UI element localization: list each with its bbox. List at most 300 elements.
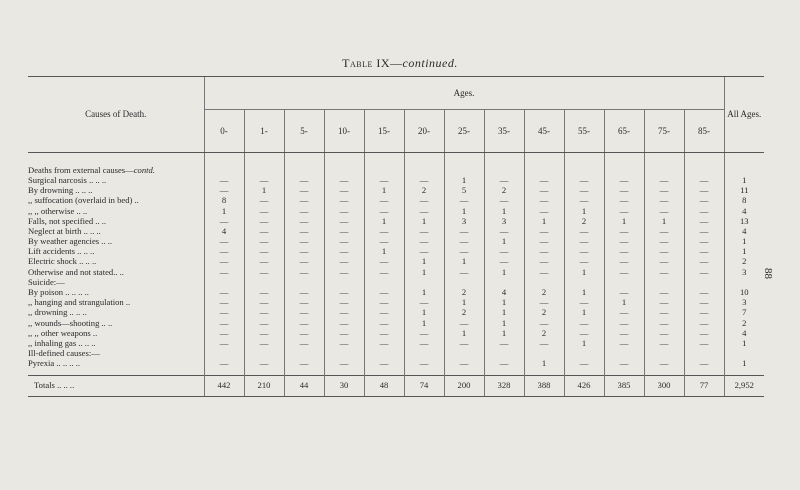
cause-label (28, 236, 204, 246)
age-count-cell: — (244, 206, 284, 216)
cause-label-text: Pyrexia .. .. .. .. (28, 358, 81, 369)
age-count-cell: — (644, 226, 684, 236)
age-count-cell: — (364, 338, 404, 348)
age-count-cell: 1 (564, 287, 604, 297)
age-count-cell: 1 (404, 216, 444, 226)
total-cell: 300 (644, 375, 684, 396)
all-ages-cell: 11 (724, 185, 764, 195)
header-all-ages: All Ages. (724, 77, 764, 153)
age-count-cell: — (444, 226, 484, 236)
age-count-cell: — (444, 318, 484, 328)
age-count-cell: — (604, 308, 644, 318)
age-count-cell: 1 (564, 338, 604, 348)
age-count-cell: — (684, 196, 724, 206)
cause-label-text: Suicide:— (28, 276, 65, 287)
age-count-cell: — (204, 216, 244, 226)
age-count-cell: — (564, 257, 604, 267)
age-count-cell: — (684, 267, 724, 277)
age-count-cell: — (604, 247, 644, 257)
cause-label (28, 216, 204, 226)
age-count-cell (484, 165, 524, 175)
age-count-cell: — (324, 328, 364, 338)
age-count-cell: — (324, 175, 364, 185)
age-count-cell (484, 277, 524, 287)
age-count-cell: — (644, 185, 684, 195)
age-count-cell: — (244, 236, 284, 246)
age-count-cell (564, 277, 604, 287)
cause-label-text: ,, inhaling gas .. .. .. (28, 337, 96, 348)
age-count-cell (564, 165, 604, 175)
spacer-cell (604, 153, 644, 166)
age-count-cell (524, 165, 564, 175)
age-count-cell: — (364, 287, 404, 297)
table-row (28, 348, 764, 358)
spacer-cell (684, 153, 724, 166)
age-count-cell (444, 348, 484, 358)
age-count-cell: — (324, 267, 364, 277)
age-count-cell: — (604, 196, 644, 206)
age-count-cell: — (204, 318, 244, 328)
age-count-cell: 1 (364, 247, 404, 257)
header-age-group: 85- (684, 110, 724, 153)
age-count-cell (564, 348, 604, 358)
age-count-cell: 4 (204, 226, 244, 236)
all-ages-cell (724, 277, 764, 287)
age-count-cell: — (684, 247, 724, 257)
all-ages-cell: 4 (724, 206, 764, 216)
age-count-cell: — (404, 297, 444, 307)
spacer-cell (324, 153, 364, 166)
cause-label (28, 359, 204, 369)
page-title (0, 56, 800, 71)
age-count-cell: — (244, 308, 284, 318)
age-count-cell: — (524, 318, 564, 328)
age-count-cell (644, 277, 684, 287)
age-count-cell: — (404, 226, 444, 236)
age-count-cell: — (284, 206, 324, 216)
total-cell: 48 (364, 375, 404, 396)
age-count-cell: — (284, 185, 324, 195)
age-count-cell: — (604, 226, 644, 236)
age-count-cell: — (284, 226, 324, 236)
spacer-row (28, 153, 764, 166)
age-count-cell: — (644, 297, 684, 307)
age-count-cell: — (404, 338, 444, 348)
cause-label-text: ,, hanging and strangulation .. (28, 297, 131, 308)
age-count-cell: — (684, 216, 724, 226)
header-causes-of-death: Causes of Death. (28, 77, 204, 153)
total-cell: 30 (324, 375, 364, 396)
age-count-cell: — (324, 287, 364, 297)
age-count-cell: — (244, 267, 284, 277)
age-count-cell: — (364, 206, 404, 216)
table-row (28, 257, 764, 267)
table-row (28, 328, 764, 338)
age-count-cell: 1 (244, 185, 284, 195)
age-count-cell: — (644, 206, 684, 216)
age-count-cell: — (204, 236, 244, 246)
age-count-cell (404, 277, 444, 287)
age-count-cell: — (284, 297, 324, 307)
table-title-prefix: Table IX— (342, 56, 403, 70)
age-count-cell: — (364, 359, 404, 369)
age-count-cell: — (204, 185, 244, 195)
table-row (28, 175, 764, 185)
total-cell: 385 (604, 375, 644, 396)
age-count-cell: — (604, 287, 644, 297)
age-count-cell: — (244, 247, 284, 257)
spacer-cell (484, 153, 524, 166)
spacer-cell (244, 153, 284, 166)
all-ages-cell: 2 (724, 257, 764, 267)
header-age-group: 5- (284, 110, 324, 153)
cause-label-text: Neglect at birth .. .. .. (28, 225, 101, 236)
cause-label (28, 175, 204, 185)
age-count-cell: — (284, 267, 324, 277)
total-cell: 77 (684, 375, 724, 396)
age-count-cell: 1 (404, 257, 444, 267)
age-count-cell: — (324, 257, 364, 267)
age-count-cell: — (524, 185, 564, 195)
mortality-table (28, 76, 764, 397)
cause-label-text: ,, drowning .. .. .. (28, 307, 87, 318)
page-number: 88 (762, 268, 774, 279)
age-count-cell (364, 348, 404, 358)
age-count-cell: — (324, 185, 364, 195)
age-count-cell (444, 277, 484, 287)
age-count-cell: 2 (444, 287, 484, 297)
cause-label (28, 308, 204, 318)
age-count-cell: — (244, 297, 284, 307)
age-count-cell (324, 165, 364, 175)
header-age-group: 1- (244, 110, 284, 153)
total-cell: 44 (284, 375, 324, 396)
age-count-cell: — (444, 247, 484, 257)
cause-label (28, 247, 204, 257)
cause-label-text: By weather agencies .. .. (28, 236, 112, 247)
header-age-group: 45- (524, 110, 564, 153)
table-row (28, 165, 764, 175)
age-count-cell: — (644, 257, 684, 267)
age-count-cell: — (684, 297, 724, 307)
cause-label (28, 226, 204, 236)
age-count-cell: — (364, 226, 404, 236)
age-count-cell (684, 348, 724, 358)
table-row (28, 277, 764, 287)
age-count-cell: — (404, 196, 444, 206)
age-count-cell: — (364, 175, 404, 185)
age-count-cell: — (284, 247, 324, 257)
age-count-cell: — (404, 328, 444, 338)
age-count-cell (684, 277, 724, 287)
age-count-cell: — (604, 328, 644, 338)
table-row (28, 287, 764, 297)
age-count-cell: 1 (444, 328, 484, 338)
all-ages-cell: 3 (724, 267, 764, 277)
age-count-cell: — (644, 328, 684, 338)
header-ages: Ages. (204, 77, 724, 110)
age-count-cell (284, 165, 324, 175)
age-count-cell: — (284, 175, 324, 185)
cause-label-text: ,, wounds—shooting .. .. (28, 317, 113, 328)
all-ages-cell: 8 (724, 196, 764, 206)
age-count-cell (604, 348, 644, 358)
age-count-cell: 2 (444, 308, 484, 318)
cause-label-text: ,, ,, otherwise .. .. (28, 205, 88, 216)
all-ages-cell: 4 (724, 328, 764, 338)
spacer-cell (284, 153, 324, 166)
age-count-cell: — (204, 359, 244, 369)
cause-label (28, 196, 204, 206)
age-count-cell: — (684, 175, 724, 185)
age-count-cell: — (564, 196, 604, 206)
age-count-cell: — (644, 247, 684, 257)
age-count-cell (364, 165, 404, 175)
age-count-cell: 3 (444, 216, 484, 226)
cause-label (28, 267, 204, 277)
age-count-cell: — (284, 328, 324, 338)
table-row (28, 338, 764, 348)
age-count-cell (324, 348, 364, 358)
age-count-cell: — (524, 226, 564, 236)
age-count-cell: 1 (404, 318, 444, 328)
age-count-cell: — (524, 257, 564, 267)
age-count-cell: 1 (644, 216, 684, 226)
cause-label (28, 338, 204, 348)
age-count-cell: — (284, 308, 324, 318)
age-count-cell: — (284, 338, 324, 348)
age-count-cell: — (324, 247, 364, 257)
age-count-cell: — (444, 338, 484, 348)
age-count-cell (284, 348, 324, 358)
age-count-cell: 1 (484, 308, 524, 318)
all-ages-cell: 7 (724, 308, 764, 318)
age-count-cell: — (684, 308, 724, 318)
total-cell: 74 (404, 375, 444, 396)
age-count-cell (204, 165, 244, 175)
age-count-cell (244, 165, 284, 175)
age-count-cell: — (484, 247, 524, 257)
age-count-cell: — (284, 318, 324, 328)
all-ages-cell: 4 (724, 226, 764, 236)
age-count-cell: — (244, 359, 284, 369)
all-ages-cell: 10 (724, 287, 764, 297)
age-count-cell: 1 (524, 216, 564, 226)
age-count-cell: — (204, 247, 244, 257)
age-count-cell: — (324, 318, 364, 328)
age-count-cell: — (484, 257, 524, 267)
age-count-cell: — (364, 267, 404, 277)
age-count-cell: 1 (444, 257, 484, 267)
cause-label (28, 257, 204, 267)
cause-label-text: Electric shock .. .. .. (28, 256, 97, 267)
age-count-cell: 1 (484, 236, 524, 246)
age-count-cell (364, 277, 404, 287)
age-count-cell: — (244, 318, 284, 328)
age-count-cell: — (364, 236, 404, 246)
age-count-cell: — (684, 287, 724, 297)
age-count-cell (324, 277, 364, 287)
cause-label-text: ,, ,, other weapons .. (28, 327, 98, 338)
age-count-cell: 1 (444, 175, 484, 185)
age-count-cell: — (524, 297, 564, 307)
age-count-cell: — (284, 236, 324, 246)
age-count-cell: — (204, 267, 244, 277)
totals-label: Totals .. .. .. (28, 375, 204, 396)
age-count-cell: — (324, 338, 364, 348)
spacer-cell (644, 153, 684, 166)
age-count-cell: — (324, 236, 364, 246)
age-count-cell: — (564, 328, 604, 338)
age-count-cell: — (684, 257, 724, 267)
age-count-cell: — (564, 185, 604, 195)
age-count-cell: 1 (404, 287, 444, 297)
all-ages-cell: 2 (724, 318, 764, 328)
age-count-cell: — (404, 175, 444, 185)
table-row (28, 185, 764, 195)
cause-label-text: Ill-defined causes:— (28, 348, 100, 359)
header-age-group: 15- (364, 110, 404, 153)
table-row (28, 196, 764, 206)
cause-label-text: By drowning .. .. .. (28, 185, 93, 196)
cause-label-text: Lift accidents .. .. .. (28, 246, 95, 257)
age-count-cell (644, 348, 684, 358)
cause-label (28, 206, 204, 216)
age-count-cell: 2 (524, 308, 564, 318)
table-title-suffix: continued. (402, 56, 458, 70)
age-count-cell: — (644, 318, 684, 328)
spacer-cell (444, 153, 484, 166)
age-count-cell: 1 (404, 267, 444, 277)
age-count-cell: — (524, 206, 564, 216)
age-count-cell (604, 277, 644, 287)
age-count-cell: — (604, 257, 644, 267)
age-count-cell: — (404, 359, 444, 369)
age-count-cell: 4 (484, 287, 524, 297)
age-count-cell: — (604, 338, 644, 348)
age-count-cell: — (484, 338, 524, 348)
age-count-cell: — (244, 328, 284, 338)
age-count-cell: — (644, 175, 684, 185)
age-count-cell (604, 165, 644, 175)
total-cell: 426 (564, 375, 604, 396)
age-count-cell: 1 (564, 308, 604, 318)
table-row (28, 297, 764, 307)
table-row (28, 206, 764, 216)
cause-label (28, 185, 204, 195)
age-count-cell: — (284, 196, 324, 206)
cause-label-emphasis: contd. (133, 164, 155, 175)
age-count-cell: — (364, 196, 404, 206)
spacer-cell (564, 153, 604, 166)
age-count-cell: — (404, 236, 444, 246)
age-count-cell: — (684, 338, 724, 348)
cause-label (28, 328, 204, 338)
age-count-cell: 1 (444, 297, 484, 307)
age-count-cell: — (644, 196, 684, 206)
age-count-cell: — (324, 297, 364, 307)
age-count-cell: — (604, 236, 644, 246)
age-count-cell: — (244, 226, 284, 236)
grand-total-cell: 2,952 (724, 375, 764, 396)
table-row (28, 267, 764, 277)
age-count-cell (444, 165, 484, 175)
cause-label-text: ,, suffocation (overlaid in bed) .. (28, 195, 139, 206)
all-ages-cell: 1 (724, 359, 764, 369)
age-count-cell: — (364, 297, 404, 307)
age-count-cell: — (204, 287, 244, 297)
age-count-cell: — (564, 318, 604, 328)
cause-label-text: Surgical narcosis .. .. .. (28, 174, 107, 185)
cause-label (28, 297, 204, 307)
all-ages-cell (724, 348, 764, 358)
age-count-cell: — (284, 287, 324, 297)
cause-label-text: Falls, not specified .. .. (28, 215, 107, 226)
all-ages-cell: 1 (724, 175, 764, 185)
age-count-cell: 1 (524, 359, 564, 369)
age-count-cell (284, 277, 324, 287)
age-count-cell: 2 (484, 185, 524, 195)
age-count-cell: 1 (204, 206, 244, 216)
age-count-cell: 1 (444, 206, 484, 216)
spacer-cell (204, 153, 244, 166)
all-ages-cell: 1 (724, 338, 764, 348)
age-count-cell: 2 (524, 287, 564, 297)
age-count-cell (404, 348, 444, 358)
age-count-cell: 1 (484, 318, 524, 328)
age-count-cell: — (604, 175, 644, 185)
age-count-cell: 3 (484, 216, 524, 226)
age-count-cell: 1 (604, 216, 644, 226)
all-ages-cell: 1 (724, 247, 764, 257)
cause-label (28, 318, 204, 328)
all-ages-cell: 13 (724, 216, 764, 226)
age-count-cell: — (644, 308, 684, 318)
age-count-cell: — (564, 359, 604, 369)
age-count-cell: 1 (564, 267, 604, 277)
age-count-cell: — (204, 175, 244, 185)
age-count-cell: — (604, 318, 644, 328)
spacer-cell (524, 153, 564, 166)
age-count-cell: — (524, 196, 564, 206)
age-count-cell: 1 (564, 206, 604, 216)
age-count-cell: — (644, 267, 684, 277)
age-count-cell: 1 (484, 206, 524, 216)
age-count-cell: 8 (204, 196, 244, 206)
age-count-cell: — (364, 318, 404, 328)
cause-label (28, 287, 204, 297)
age-count-cell: 1 (364, 185, 404, 195)
age-count-cell: — (364, 308, 404, 318)
cause-label-text: Deaths from external causes— (28, 164, 134, 175)
cause-label (28, 348, 204, 358)
age-count-cell: — (204, 328, 244, 338)
age-count-cell: — (204, 338, 244, 348)
cause-label-text: Otherwise and not stated.. .. (28, 266, 124, 277)
table-row (28, 308, 764, 318)
age-count-cell: — (684, 359, 724, 369)
age-count-cell (404, 165, 444, 175)
age-count-cell: 1 (484, 297, 524, 307)
age-count-cell: 1 (484, 267, 524, 277)
header-age-group: 20- (404, 110, 444, 153)
age-count-cell: — (324, 196, 364, 206)
age-count-cell: — (524, 267, 564, 277)
age-count-cell: 1 (604, 297, 644, 307)
age-count-cell: — (564, 236, 604, 246)
total-cell: 388 (524, 375, 564, 396)
total-cell: 328 (484, 375, 524, 396)
